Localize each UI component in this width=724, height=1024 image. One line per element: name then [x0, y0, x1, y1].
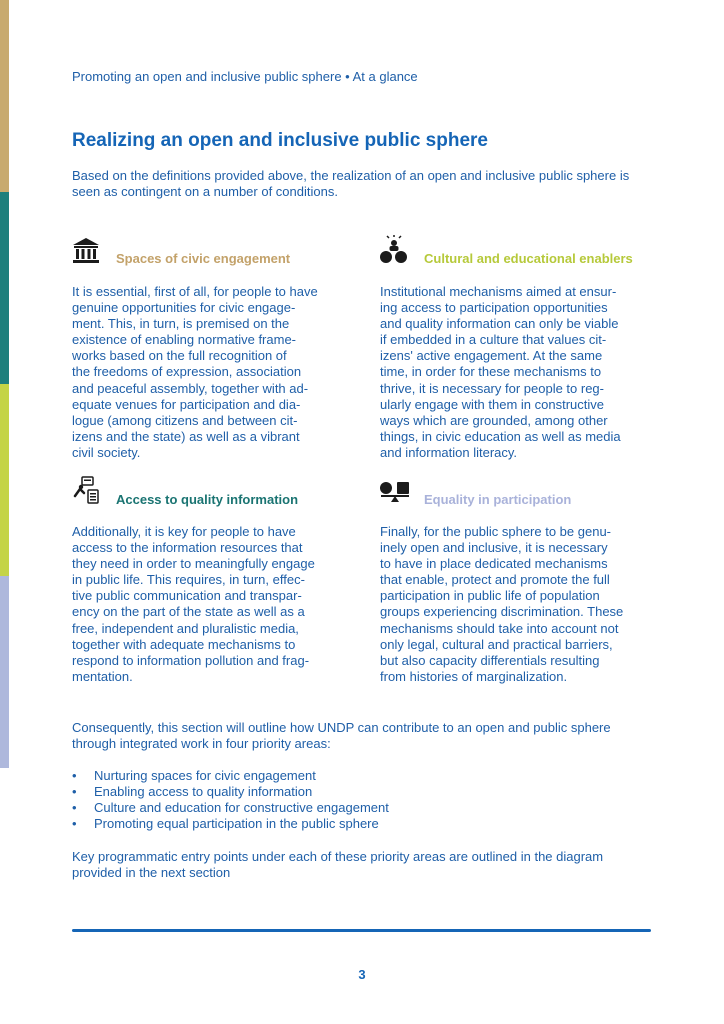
- information-line: free, independent and pluralistic media,: [72, 620, 299, 636]
- paragraph-access-information: [72, 524, 348, 685]
- heading-civic-engagement: Spaces of civic engagement: [116, 251, 291, 266]
- cultural-line: if embedded in a culture that values cit-: [380, 332, 607, 348]
- equality-line: to have in place dedicated mechanisms: [380, 556, 608, 572]
- civic-line: logue (among citizens and between cit-: [72, 412, 298, 428]
- equality-line: groups experiencing discrimination. These: [380, 604, 624, 620]
- heading-equality-participation: Equality in participation: [424, 492, 572, 507]
- equality-line: mechanisms should take into account not: [380, 620, 619, 636]
- edge-strip-lime: [0, 384, 9, 576]
- civic-building-icon: [72, 236, 100, 264]
- cultural-line: thrive, it is necessary for people to reg-: [380, 380, 604, 396]
- information-line: together with adequate mechanisms to: [72, 636, 296, 652]
- edge-strip-gold: [0, 0, 9, 192]
- cultural-line: things, in civic education as well as media: [380, 428, 621, 444]
- intro-paragraph: Based on the definitions provided above, the realization of an open and inclusive public sphere is seen as contingent on a number of conditions.: [72, 168, 630, 199]
- edge-strip-lavender: [0, 576, 9, 768]
- civic-line: civil society.: [72, 444, 141, 460]
- information-line: Additionally, it is key for people to have: [72, 524, 296, 539]
- list-item: • Culture and education for constructive engagement: [72, 800, 389, 816]
- people-group-icon: [379, 235, 409, 265]
- page-title: Realizing an open and inclusive public sphere: [72, 130, 488, 151]
- information-line: access to the information resources that: [72, 540, 303, 556]
- heading-access-information: Access to quality information: [116, 492, 299, 507]
- list-item: • Enabling access to quality information: [72, 784, 389, 800]
- balance-scale-icon: [379, 481, 411, 503]
- cultural-line: izens' active engagement. At the same: [380, 348, 603, 364]
- cultural-line: ularly engage with them in constructive: [380, 396, 605, 412]
- civic-line: ment. This, in turn, is premised on the: [72, 316, 290, 332]
- information-line: ency on the part of the state as well as a: [72, 604, 305, 620]
- civic-line: genuine opportunities for civic engage-: [72, 300, 296, 316]
- information-line: they need in order to meaningfully engage: [72, 556, 315, 572]
- paragraph-equality-participation: [380, 524, 656, 685]
- civic-line: and peaceful assembly, together with ad-: [72, 380, 309, 396]
- paragraph-cultural-enablers: [380, 284, 656, 461]
- edge-strip-teal: [0, 192, 9, 384]
- information-access-icon: [72, 476, 102, 506]
- running-head: Promoting an open and inclusive public sphere • At a glance: [72, 69, 418, 84]
- page-number: 3: [358, 967, 366, 982]
- civic-line: It is essential, first of all, for people to have: [72, 284, 318, 299]
- cultural-line: ing access to participation opportunities: [380, 300, 608, 316]
- cultural-line: Institutional mechanisms aimed at ensur-: [380, 284, 617, 299]
- cultural-line: and information literacy.: [380, 444, 518, 460]
- information-line: in public life. This requires, in turn, effec-: [72, 572, 305, 588]
- paragraph-civic-engagement: [72, 284, 348, 461]
- outro-paragraph: Consequently, this section will outline how UNDP can contribute to an open and public sphere through integrated work in four priority areas:: [72, 720, 611, 751]
- list-item: • Promoting equal participation in the public sphere: [72, 816, 389, 832]
- equality-line: from histories of marginalization.: [380, 668, 568, 684]
- list-item: • Nurturing spaces for civic engagement: [72, 768, 389, 784]
- equality-line: only legal, cultural and practical barriers,: [380, 636, 613, 652]
- information-line: respond to information pollution and frag-: [72, 652, 310, 668]
- information-line: mentation.: [72, 668, 133, 684]
- civic-line: izens and the state) as well as a vibrant: [72, 428, 300, 444]
- civic-line: existence of enabling normative frame-: [72, 332, 297, 348]
- cultural-line: time, in order for these mechanisms to: [380, 364, 602, 380]
- cultural-line: ways which are grounded, among other: [380, 412, 608, 428]
- closing-paragraph: Key programmatic entry points under each of these priority areas are outlined in the diagram provided in the next section: [72, 849, 604, 880]
- equality-line: that enable, protect and promote the full: [380, 572, 610, 588]
- heading-cultural-enablers: Cultural and educational enablers: [424, 251, 633, 266]
- footer-divider: [72, 929, 651, 932]
- cultural-line: and quality information can only be viable: [380, 316, 619, 332]
- civic-line: the freedoms of expression, association: [72, 364, 302, 380]
- equality-line: inely open and inclusive, it is necessary: [380, 540, 608, 556]
- equality-line: but also capacity differentials resulting: [380, 652, 600, 668]
- priority-areas-list: [72, 768, 389, 832]
- information-line: tive public communication and transpar-: [72, 588, 302, 604]
- equality-line: Finally, for the public sphere to be genu-: [380, 524, 612, 539]
- civic-line: equate venues for participation and dia-: [72, 396, 301, 412]
- civic-line: works based on the full recognition of: [72, 348, 287, 364]
- equality-line: participation in public life of population: [380, 588, 600, 604]
